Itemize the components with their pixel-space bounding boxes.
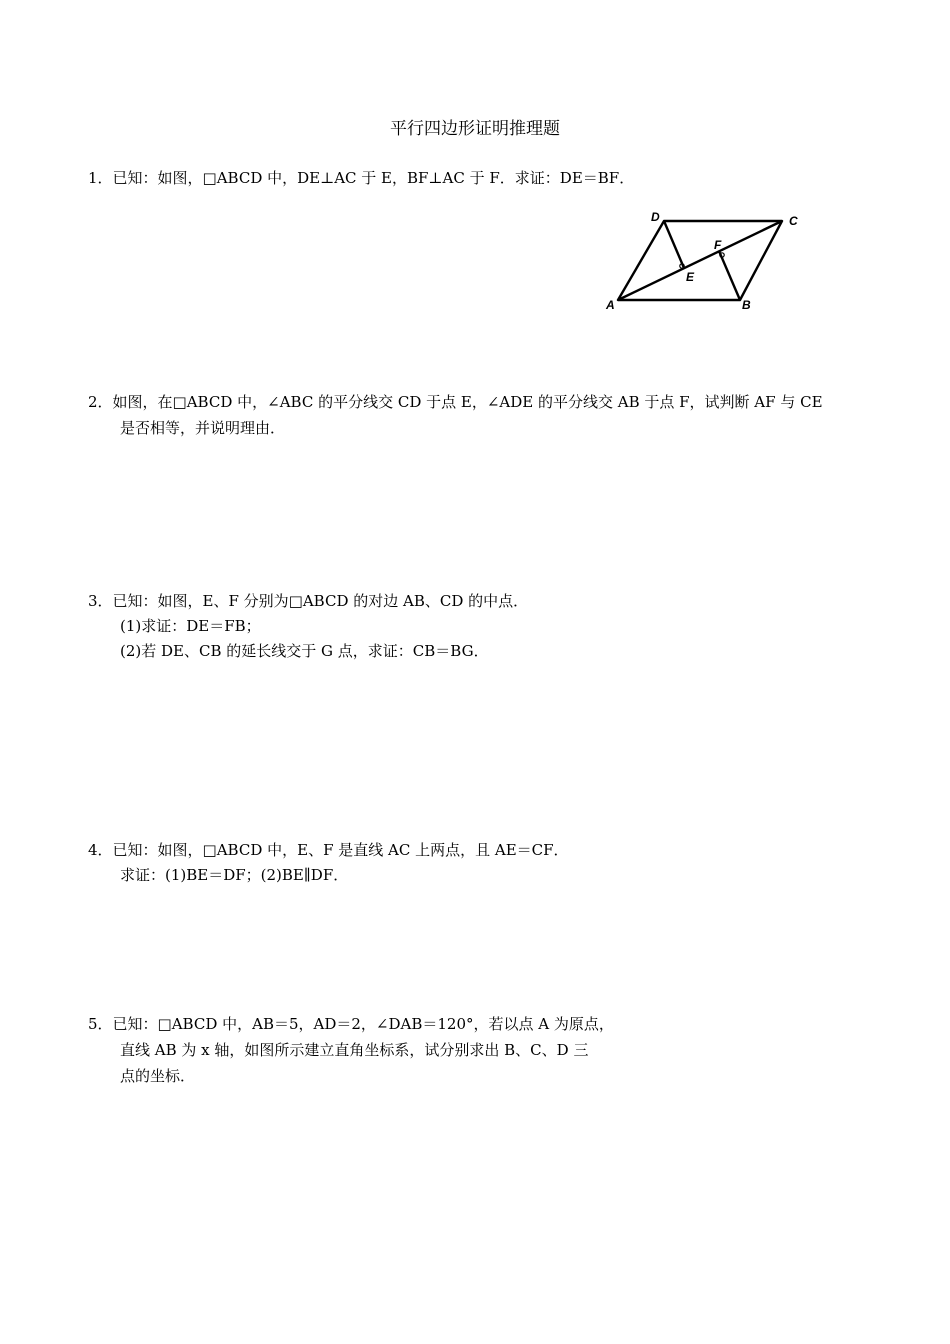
- label-d: D: [651, 210, 660, 224]
- label-b: B: [742, 298, 751, 312]
- problem-4-line-2: 求证：(1)BE＝DF；(2)BE∥DF．: [120, 866, 349, 884]
- problem-3-line-2: (1)求证：DE＝FB；: [120, 617, 261, 635]
- problem-1-line-1: [88, 168, 634, 188]
- problem-3-line-1: [88, 591, 528, 611]
- problem-5-text: 已知：□ABCD 中，AB＝5，AD＝2，∠DAB＝120°，若以点 A 为原点，: [112, 1015, 614, 1033]
- problem-2-line-1: [88, 392, 823, 412]
- problem-3-line-3: (2)若 DE、CB 的延长线交于 G 点，求证：CB＝BG．: [120, 642, 489, 660]
- problem-2-number: 2．: [88, 393, 113, 411]
- label-e: E: [686, 270, 695, 284]
- segment-bf: [719, 251, 740, 300]
- problem-3-text: 已知：如图，E、F 分别为□ABCD 的对边 AB、CD 的中点．: [112, 592, 529, 610]
- problem-4-text: 已知：如图，□ABCD 中，E、F 是直线 AC 上两点，且 AE＝CF．: [112, 841, 569, 859]
- label-f: F: [714, 238, 722, 252]
- problem-1-number: 1．: [88, 169, 113, 187]
- problem-4-line-1: [88, 840, 569, 860]
- label-a: A: [606, 298, 615, 312]
- diagonal-ac: [618, 221, 782, 300]
- problem-4-number: 4．: [88, 841, 113, 859]
- problem-2-text: 如图，在□ABCD 中，∠ABC 的平分线交 CD 于点 E，∠ADE 的平分线交 AB 于点 F，试判断 AF 与 CE: [112, 393, 823, 411]
- segment-de: [664, 221, 684, 268]
- figure-1-parallelogram: [600, 205, 820, 315]
- problem-5-line-2: 直线 AB 为 x 轴，如图所示建立直角坐标系，试分别求出 B、C、D 三: [120, 1041, 589, 1059]
- page-title: 平行四边形证明推理题: [390, 119, 560, 139]
- problem-5-number: 5．: [88, 1015, 113, 1033]
- problem-3-number: 3．: [88, 592, 113, 610]
- problem-5-line-3: 点的坐标．: [120, 1067, 196, 1085]
- label-c: C: [789, 214, 798, 228]
- problem-1-text: 已知：如图，□ABCD 中，DE⊥AC 于 E，BF⊥AC 于 F．求证：DE＝BF．: [112, 169, 635, 187]
- problem-2-line-2: 是否相等，并说明理由．: [120, 419, 286, 437]
- problem-5-line-1: [88, 1014, 614, 1034]
